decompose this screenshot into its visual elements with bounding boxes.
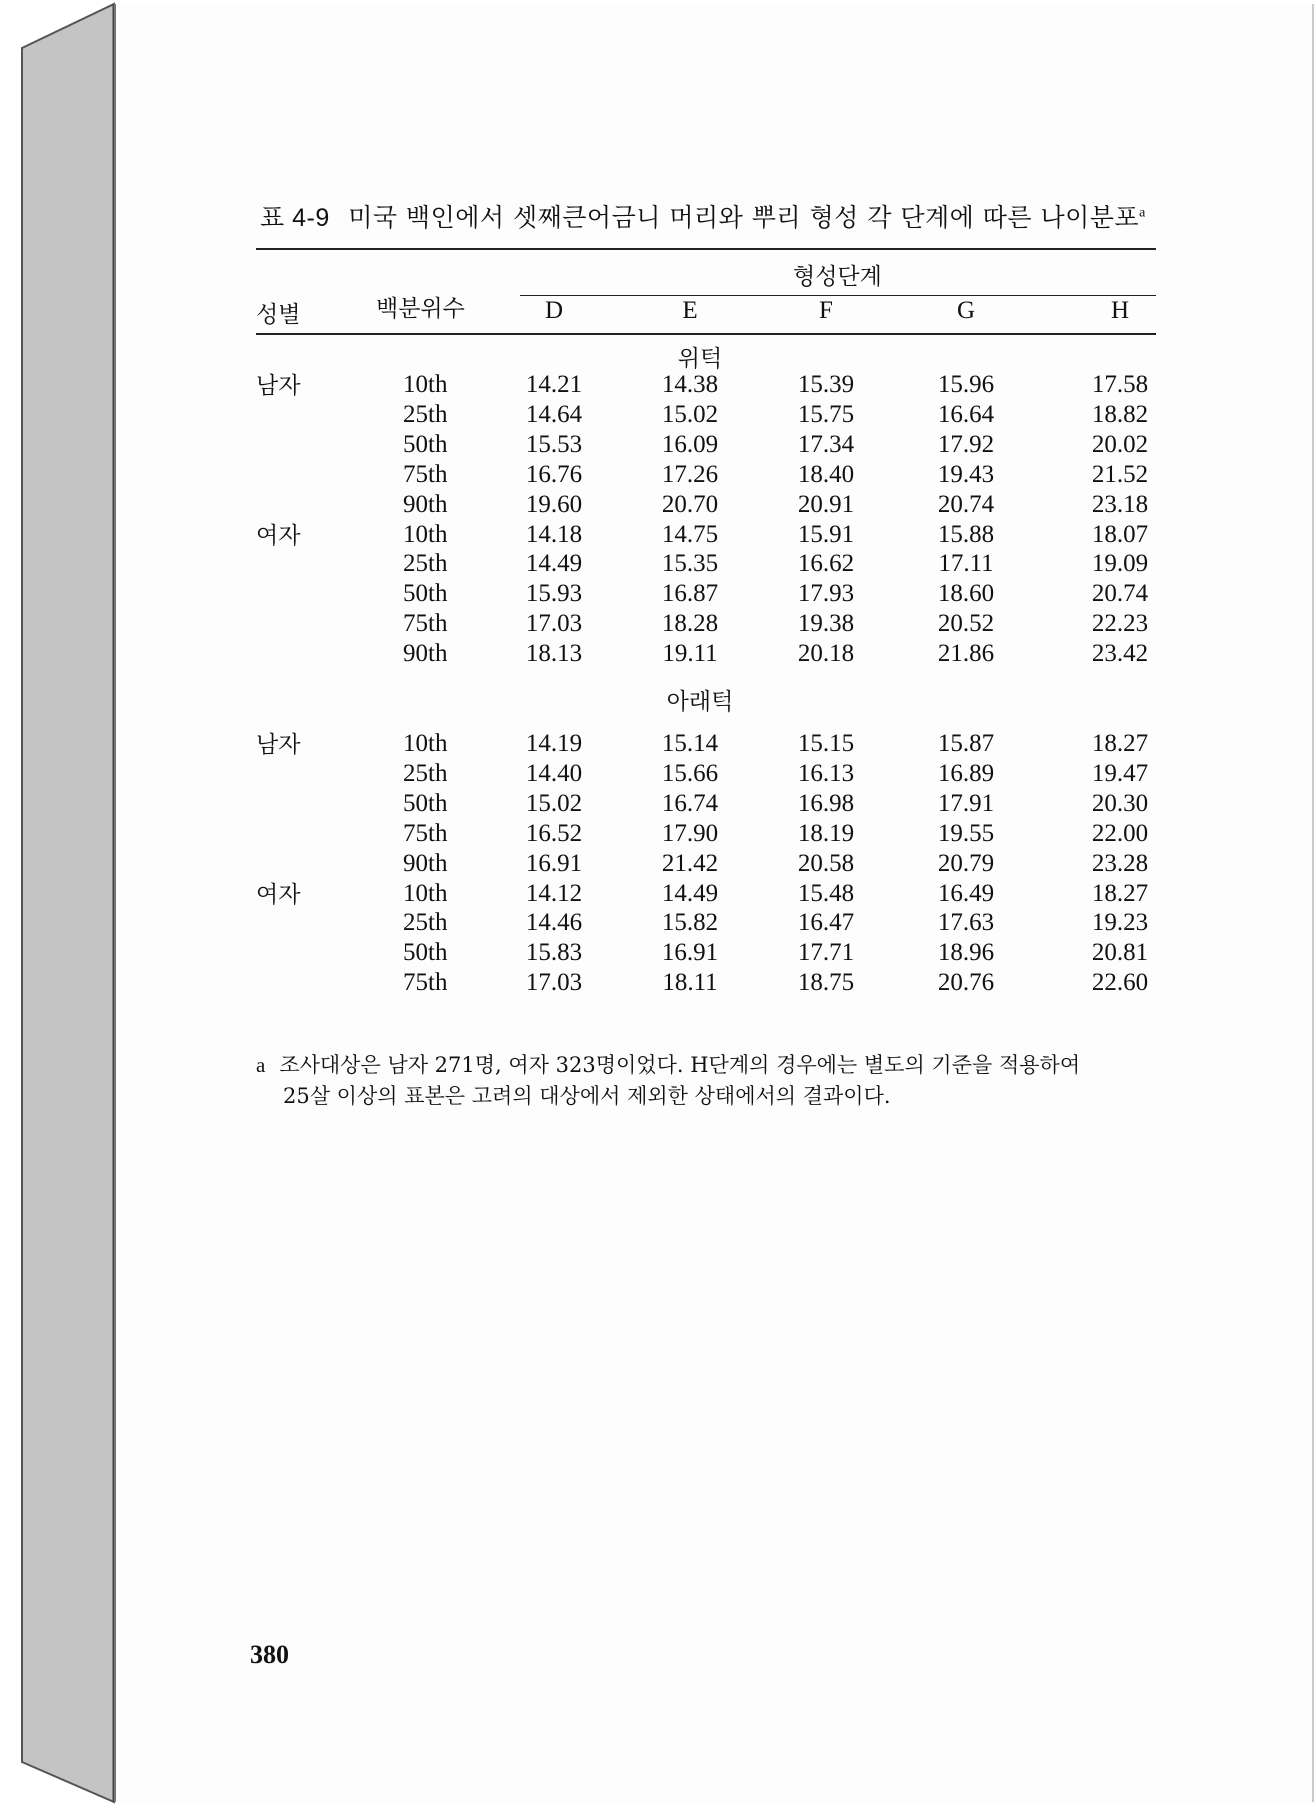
percentile-cell: 90th	[403, 849, 448, 877]
table-row	[256, 521, 1156, 551]
page-crop-edge	[400, 1005, 1160, 1019]
value-cell: 20.74	[937, 490, 995, 518]
caption-footnote-mark: a	[1139, 205, 1146, 221]
value-cell: 18.19	[797, 819, 855, 847]
percentile-cell: 10th	[403, 730, 448, 757]
top-rule	[256, 248, 1156, 250]
value-cell: 22.23	[1091, 610, 1149, 638]
table-row	[256, 850, 1156, 880]
value-cell: 20.76	[937, 969, 995, 997]
page-number: 380	[250, 1640, 289, 1669]
value-cell: 16.87	[661, 580, 719, 608]
table-caption	[260, 198, 1160, 234]
table-row	[256, 939, 1156, 969]
value-cell: 22.60	[1091, 969, 1149, 997]
footnote-mark: a	[256, 1053, 266, 1077]
value-cell: 20.91	[797, 490, 855, 518]
value-cell: 17.03	[525, 610, 583, 638]
header-stage-g: G	[956, 297, 976, 324]
header-bottom-rule	[256, 333, 1156, 335]
value-cell: 20.52	[937, 610, 995, 638]
header-stage-h: H	[1110, 297, 1130, 324]
value-cell: 20.02	[1091, 430, 1149, 458]
value-cell: 16.49	[937, 879, 995, 907]
value-cell: 15.35	[661, 550, 719, 578]
table-row	[256, 909, 1156, 939]
value-cell: 15.96	[937, 371, 995, 398]
value-cell: 18.75	[797, 969, 855, 997]
value-cell: 18.28	[661, 610, 719, 638]
value-cell: 17.71	[797, 939, 855, 967]
value-cell: 17.90	[661, 819, 719, 847]
value-cell: 15.14	[661, 730, 719, 757]
percentile-cell: 10th	[403, 879, 448, 907]
value-cell: 20.81	[1091, 939, 1149, 967]
value-cell: 14.49	[661, 879, 719, 907]
value-cell: 18.11	[662, 969, 718, 997]
percentile-cell: 25th	[403, 550, 448, 578]
value-cell: 14.46	[525, 909, 583, 937]
header-sex: 성별	[256, 302, 301, 328]
table-title: 미국 백인에서 셋째큰어금니 머리와 뿌리 형성 각 단계에 따른 나이분포	[348, 203, 1140, 232]
value-cell: 16.91	[525, 849, 583, 877]
value-cell: 17.26	[661, 460, 719, 488]
value-cell: 15.66	[661, 759, 719, 787]
value-cell: 19.09	[1091, 550, 1149, 578]
value-cell: 15.82	[661, 909, 719, 937]
value-cell: 19.60	[525, 490, 583, 518]
footnote-line-1: 조사대상은 남자 271명, 여자 323명이었다. H단계의 경우에는 별도의 기준을 적용하여	[279, 1053, 1081, 1077]
value-cell: 15.15	[797, 730, 855, 757]
percentile-cell: 25th	[403, 909, 448, 937]
value-cell: 14.19	[525, 730, 583, 757]
value-cell: 15.93	[525, 580, 583, 608]
value-cell: 20.70	[661, 490, 719, 518]
sex-label: 여자	[256, 881, 301, 908]
value-cell: 14.64	[525, 400, 583, 428]
value-cell: 14.21	[525, 371, 583, 398]
percentile-cell: 90th	[403, 640, 448, 668]
value-cell: 20.18	[797, 640, 855, 668]
value-cell: 16.62	[797, 550, 855, 578]
value-cell: 15.39	[797, 371, 855, 398]
value-cell: 15.48	[797, 879, 855, 907]
percentile-cell: 50th	[403, 430, 448, 458]
value-cell: 15.02	[661, 400, 719, 428]
table-row	[256, 401, 1156, 431]
value-cell: 16.89	[937, 759, 995, 787]
table-row	[256, 730, 1156, 760]
percentile-cell: 25th	[403, 400, 448, 428]
section-title: 아래턱	[666, 689, 734, 715]
table-row	[256, 610, 1156, 640]
value-cell: 16.64	[937, 400, 995, 428]
value-cell: 14.18	[525, 520, 583, 548]
table-row	[256, 969, 1156, 999]
header-stage-e: E	[682, 297, 698, 324]
value-cell: 16.74	[661, 789, 719, 817]
header-stage-d: D	[544, 297, 564, 324]
stage-group-rule	[520, 295, 1156, 296]
value-cell: 17.91	[937, 789, 995, 817]
value-cell: 18.27	[1091, 730, 1149, 757]
value-cell: 15.91	[797, 520, 855, 548]
footnote-line-2: 25살 이상의 표본은 고려의 대상에서 제외한 상태에서의 결과이다.	[283, 1084, 891, 1108]
value-cell: 21.52	[1091, 460, 1149, 488]
value-cell: 20.74	[1091, 580, 1149, 608]
value-cell: 15.53	[525, 430, 583, 458]
value-cell: 19.23	[1091, 909, 1149, 937]
sex-label: 남자	[256, 732, 301, 758]
footnote	[256, 1050, 1156, 1112]
value-cell: 19.55	[937, 819, 995, 847]
value-cell: 18.40	[797, 460, 855, 488]
value-cell: 16.09	[661, 430, 719, 458]
table-row	[256, 820, 1156, 850]
value-cell: 15.88	[937, 520, 995, 548]
value-cell: 16.98	[797, 789, 855, 817]
value-cell: 19.47	[1091, 759, 1149, 787]
header-percentile: 백분위수	[376, 296, 465, 322]
value-cell: 18.13	[525, 640, 583, 668]
table-row	[256, 371, 1156, 401]
value-cell: 15.75	[797, 400, 855, 428]
percentile-cell: 50th	[403, 789, 448, 817]
value-cell: 19.38	[797, 610, 855, 638]
value-cell: 17.34	[797, 430, 855, 458]
value-cell: 17.11	[938, 550, 994, 578]
value-cell: 18.96	[937, 939, 995, 967]
value-cell: 17.63	[937, 909, 995, 937]
header-stage-group: 형성단계	[793, 264, 882, 290]
value-cell: 14.49	[525, 550, 583, 578]
value-cell: 20.30	[1091, 789, 1149, 817]
percentile-cell: 75th	[403, 610, 448, 638]
value-cell: 15.83	[525, 939, 583, 967]
sex-label: 남자	[256, 373, 301, 399]
value-cell: 14.40	[525, 759, 583, 787]
table-row	[256, 431, 1156, 461]
value-cell: 16.47	[797, 909, 855, 937]
value-cell: 16.91	[661, 939, 719, 967]
percentile-cell: 50th	[403, 580, 448, 608]
percentile-cell: 90th	[403, 490, 448, 518]
value-cell: 22.00	[1091, 819, 1149, 847]
table-row	[256, 580, 1156, 610]
value-cell: 23.28	[1091, 849, 1149, 877]
value-cell: 23.42	[1091, 640, 1149, 668]
value-cell: 21.42	[661, 849, 719, 877]
table-row	[256, 640, 1156, 670]
percentile-cell: 10th	[403, 520, 448, 548]
value-cell: 18.07	[1091, 520, 1149, 548]
value-cell: 15.87	[937, 730, 995, 757]
value-cell: 16.13	[797, 759, 855, 787]
value-cell: 20.79	[937, 849, 995, 877]
header-stage-f: F	[819, 297, 833, 324]
percentile-cell: 10th	[403, 371, 448, 398]
value-cell: 16.52	[525, 819, 583, 847]
value-cell: 18.60	[937, 580, 995, 608]
value-cell: 18.27	[1091, 879, 1149, 907]
value-cell: 23.18	[1091, 490, 1149, 518]
value-cell: 14.75	[661, 520, 719, 548]
percentile-cell: 75th	[403, 969, 448, 997]
value-cell: 18.82	[1091, 400, 1149, 428]
value-cell: 14.12	[525, 879, 583, 907]
table-row	[256, 550, 1156, 580]
value-cell: 17.03	[525, 969, 583, 997]
table-row	[256, 461, 1156, 491]
table-row	[256, 880, 1156, 910]
value-cell: 17.93	[797, 580, 855, 608]
percentile-cell: 25th	[403, 759, 448, 787]
value-cell: 21.86	[937, 640, 995, 668]
value-cell: 17.92	[937, 430, 995, 458]
table-row	[256, 491, 1156, 521]
value-cell: 20.58	[797, 849, 855, 877]
sex-label: 여자	[256, 522, 301, 549]
table-row	[256, 760, 1156, 790]
value-cell: 17.58	[1091, 371, 1149, 398]
percentile-cell: 75th	[403, 460, 448, 488]
table-row	[256, 790, 1156, 820]
section-title: 위턱	[677, 346, 723, 372]
value-cell: 19.43	[937, 460, 995, 488]
value-cell: 14.38	[661, 371, 719, 398]
table-number: 표 4-9	[260, 204, 330, 232]
value-cell: 15.02	[525, 789, 583, 817]
value-cell: 16.76	[525, 460, 583, 488]
percentile-cell: 50th	[403, 939, 448, 967]
percentile-cell: 75th	[403, 819, 448, 847]
value-cell: 19.11	[662, 640, 718, 668]
